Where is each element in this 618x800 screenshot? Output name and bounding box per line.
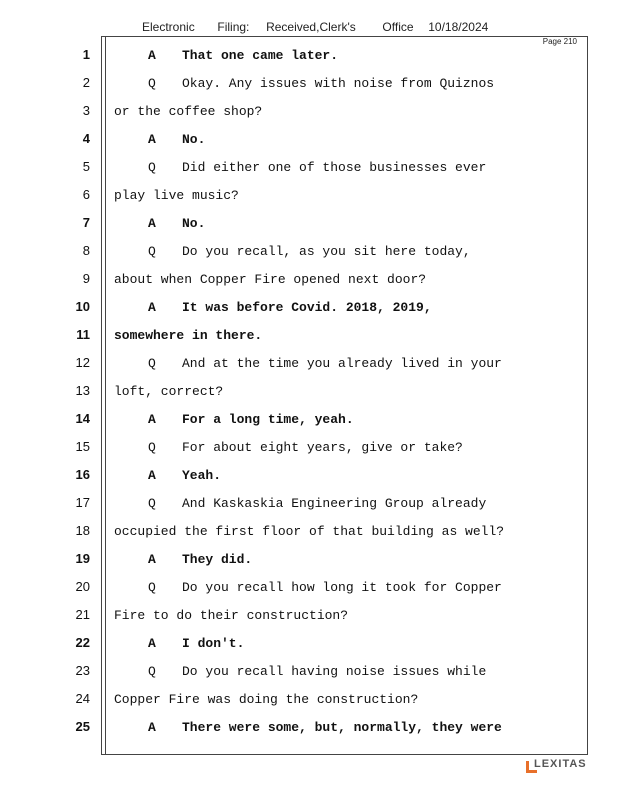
line-number: 8 <box>82 243 90 258</box>
speaker-label: Q <box>148 440 156 455</box>
line-number: 11 <box>76 327 90 342</box>
header-office: Office <box>382 20 414 34</box>
line-number: 14 <box>75 411 90 426</box>
line-text: They did. <box>182 552 253 567</box>
transcript-line <box>0 488 618 516</box>
speaker-label: A <box>148 132 156 147</box>
header-electronic: Electronic <box>142 20 195 34</box>
transcript-line <box>0 376 618 404</box>
transcript-line <box>0 68 618 96</box>
transcript-line <box>0 712 618 740</box>
transcript-line <box>0 628 618 656</box>
speaker-label: A <box>148 300 156 315</box>
transcript-line <box>0 572 618 600</box>
line-number: 2 <box>82 75 90 90</box>
line-text: I don't. <box>182 636 245 651</box>
line-text: For about eight years, give or take? <box>182 440 463 455</box>
line-number: 19 <box>75 551 90 566</box>
lexitas-logo-text: LEXITAS <box>534 758 587 770</box>
line-number: 9 <box>82 271 90 286</box>
line-text: play live music? <box>114 188 239 203</box>
transcript-line <box>0 600 618 628</box>
line-number: 4 <box>82 131 90 146</box>
speaker-label: A <box>148 216 156 231</box>
line-text: about when Copper Fire opened next door? <box>114 272 427 287</box>
line-number: 12 <box>75 355 90 370</box>
speaker-label: Q <box>148 244 156 259</box>
line-text: loft, correct? <box>114 384 224 399</box>
speaker-label: Q <box>148 76 156 91</box>
transcript-line <box>0 236 618 264</box>
line-text: It was before Covid. 2018, 2019, <box>182 300 432 315</box>
line-text: occupied the first floor of that building as well? <box>114 524 505 539</box>
header-received: Received,Clerk's <box>266 20 356 34</box>
transcript-line <box>0 152 618 180</box>
filing-header <box>142 20 488 34</box>
line-text: And Kaskaskia Engineering Group already <box>182 496 487 511</box>
transcript-line <box>0 544 618 572</box>
transcript-line <box>0 208 618 236</box>
line-number: 7 <box>82 215 90 230</box>
line-number: 6 <box>82 187 90 202</box>
line-text: There were some, but, normally, they were <box>182 720 502 735</box>
transcript-line <box>0 404 618 432</box>
speaker-label: A <box>148 720 156 735</box>
transcript-line <box>0 124 618 152</box>
transcript-line <box>0 516 618 544</box>
line-text: Copper Fire was doing the construction? <box>114 692 419 707</box>
speaker-label: Q <box>148 356 156 371</box>
line-text: That one came later. <box>182 48 339 63</box>
transcript-line <box>0 292 618 320</box>
line-text: No. <box>182 132 206 147</box>
line-number: 16 <box>75 467 90 482</box>
transcript-line <box>0 180 618 208</box>
transcript-line <box>0 40 618 68</box>
line-text: And at the time you already lived in your <box>182 356 502 371</box>
line-number: 21 <box>75 607 90 622</box>
transcript-line <box>0 96 618 124</box>
line-number: 18 <box>75 523 90 538</box>
speaker-label: Q <box>148 496 156 511</box>
transcript-line <box>0 264 618 292</box>
line-text: somewhere in there. <box>114 328 263 343</box>
page-number: Page 210 <box>542 37 577 46</box>
speaker-label: Q <box>148 580 156 595</box>
line-number: 10 <box>75 299 90 314</box>
line-text: Yeah. <box>182 468 222 483</box>
line-text: Did either one of those businesses ever <box>182 160 487 175</box>
transcript-line <box>0 460 618 488</box>
speaker-label: Q <box>148 664 156 679</box>
transcript-line <box>0 348 618 376</box>
header-filing: Filing: <box>217 20 250 34</box>
line-number: 23 <box>75 663 90 678</box>
speaker-label: Q <box>148 160 156 175</box>
line-number: 15 <box>75 439 90 454</box>
line-text: Do you recall how long it took for Copper <box>182 580 502 595</box>
transcript-line <box>0 684 618 712</box>
line-text: Do you recall, as you sit here today, <box>182 244 471 259</box>
line-text: Okay. Any issues with noise from Quiznos <box>182 76 495 91</box>
speaker-label: A <box>148 636 156 651</box>
line-number: 17 <box>75 495 90 510</box>
header-date: 10/18/2024 <box>428 20 489 34</box>
line-text: Do you recall having noise issues while <box>182 664 487 679</box>
line-number: 25 <box>75 719 90 734</box>
line-number: 5 <box>82 159 90 174</box>
speaker-label: A <box>148 552 156 567</box>
transcript-line <box>0 656 618 684</box>
transcript-line <box>0 432 618 460</box>
line-text: For a long time, yeah. <box>182 412 354 427</box>
line-number: 24 <box>75 691 90 706</box>
speaker-label: A <box>148 48 156 63</box>
line-number: 13 <box>75 383 90 398</box>
speaker-label: A <box>148 468 156 483</box>
line-text: or the coffee shop? <box>114 104 263 119</box>
line-number: 1 <box>82 47 90 62</box>
line-text: Fire to do their construction? <box>114 608 349 623</box>
speaker-label: A <box>148 412 156 427</box>
transcript-line <box>0 320 618 348</box>
line-number: 20 <box>75 579 90 594</box>
line-text: No. <box>182 216 206 231</box>
line-number: 3 <box>82 103 90 118</box>
line-number: 22 <box>75 635 90 650</box>
